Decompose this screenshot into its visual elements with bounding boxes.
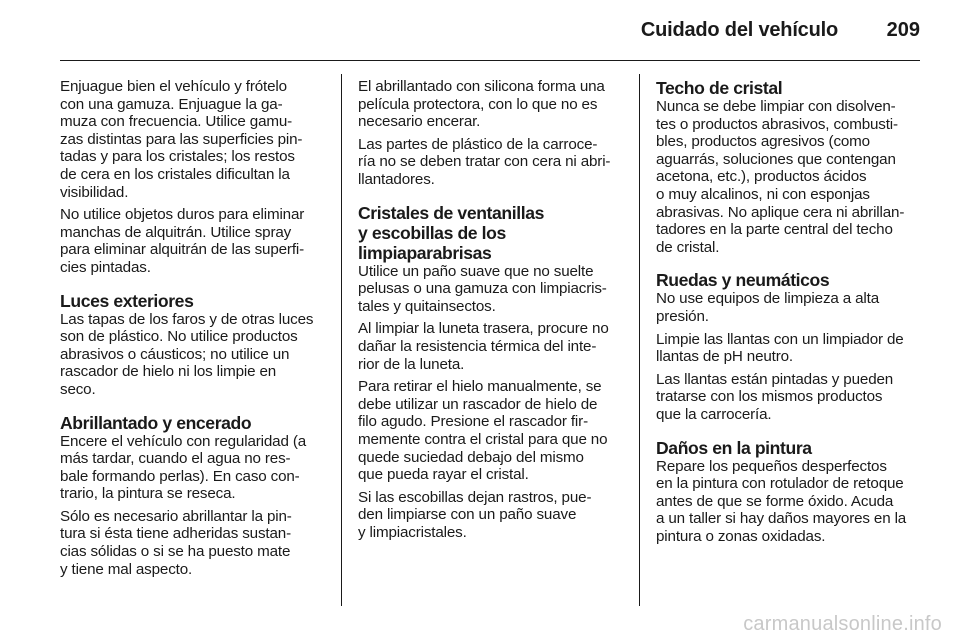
- paragraph: [656, 331, 922, 366]
- text-line: Las partes de plástico de la carroce-: [358, 135, 598, 153]
- text-line: Encere el vehículo con regularidad (a: [60, 432, 307, 450]
- text-line: Abrillantado y encerado: [60, 412, 252, 433]
- text-line: No use equipos de limpieza a alta: [656, 290, 880, 308]
- text-line: más tardar, cuando el agua no res-: [60, 450, 291, 468]
- paragraph: [656, 290, 922, 325]
- paragraph: [358, 136, 624, 189]
- text-line: Las llantas están pintadas y pueden: [656, 370, 894, 388]
- text-line: bale formando perlas). En caso con-: [60, 467, 300, 485]
- text-line: zas distintas para las superficies pin-: [60, 130, 303, 148]
- text-column-2: [358, 78, 624, 546]
- text-line: acetona, etc.), productos ácidos: [656, 168, 867, 186]
- text-line: ría no se deben tratar con cera ni abri-: [358, 153, 611, 171]
- text-line: Techo de cristal: [656, 78, 783, 98]
- paragraph: [60, 311, 326, 399]
- text-line: bles, productos agresivos (como: [656, 133, 870, 151]
- text-line: abrasivas. No aplique cera ni abrillan-: [656, 203, 905, 221]
- text-line: cias sólidas o si se ha puesto mate: [60, 543, 291, 561]
- text-line: Al limpiar la luneta trasera, procure no: [358, 320, 609, 338]
- section-heading-techo-de-cristal: [656, 78, 922, 98]
- text-line: filo agudo. Presione el rascador fir-: [358, 413, 588, 431]
- text-line: llantas de pH neutro.: [656, 348, 794, 366]
- text-line: rior de la luneta.: [358, 355, 465, 373]
- text-line: tes o productos abrasivos, combusti-: [656, 115, 898, 133]
- text-line: Repare los pequeños desperfectos: [656, 457, 887, 475]
- text-line: tura si ésta tiene adheridas sustan-: [60, 525, 291, 543]
- text-line: cies pintadas.: [60, 258, 151, 276]
- text-line: tales y quitainsectos.: [358, 297, 496, 315]
- paragraph: [60, 508, 326, 578]
- text-line: No utilice objetos duros para eliminar: [60, 206, 305, 224]
- paragraph: [656, 458, 922, 546]
- text-line: que pueda rayar el cristal.: [358, 466, 529, 484]
- section-heading-abrillantado: [60, 413, 326, 433]
- text-line: y tiene mal aspecto.: [60, 560, 193, 578]
- text-line: Si las escobillas dejan rastros, pue-: [358, 488, 592, 506]
- text-line: presión.: [656, 307, 709, 325]
- text-line: Para retirar el hielo manualmente, se: [358, 378, 602, 396]
- text-line: Las tapas de los faros y de otras luces: [60, 310, 314, 328]
- text-line: abrasivos o cáusticos; no utilice un: [60, 345, 290, 363]
- text-column-3: [656, 78, 922, 550]
- text-line: necesario encerar.: [358, 113, 481, 131]
- section-heading-luces-exteriores: [60, 291, 326, 311]
- paragraph: [656, 98, 922, 256]
- text-line: dañar la resistencia térmica del inte-: [358, 337, 597, 355]
- text-line: son de plástico. No utilice productos: [60, 328, 298, 346]
- paragraph: [358, 263, 624, 316]
- text-line: y escobillas de los: [358, 222, 506, 243]
- text-line: Sólo es necesario abrillantar la pin-: [60, 507, 292, 525]
- text-line: pintura o zonas oxidadas.: [656, 527, 826, 545]
- text-line: quede suciedad debajo del mismo: [358, 448, 584, 466]
- watermark-text: carmanualsonline.info: [743, 613, 942, 635]
- text-line: Nunca se debe limpiar con disolven-: [656, 98, 896, 115]
- text-line: y limpiacristales.: [358, 523, 467, 541]
- text-line: Cristales de ventanillas: [358, 202, 544, 223]
- text-line: muza con frecuencia. Utilice gamu-: [60, 113, 293, 131]
- text-line: Utilice un paño suave que no suelte: [358, 262, 594, 280]
- text-line: Luces exteriores: [60, 290, 194, 311]
- paragraph: [358, 378, 624, 484]
- text-line: llantadores.: [358, 170, 435, 188]
- text-line: de cera en los cristales dificultan la: [60, 165, 290, 183]
- text-line: con una gamuza. Enjuague la ga-: [60, 95, 283, 113]
- text-line: pelusas o una gamuza con limpiacris-: [358, 280, 607, 298]
- paragraph: [358, 489, 624, 542]
- column-divider-1: [341, 74, 342, 606]
- text-line: memente contra el cristal para que no: [358, 430, 608, 448]
- page-header: [0, 0, 960, 62]
- paragraph: [60, 433, 326, 503]
- paragraph: [656, 371, 922, 424]
- text-line: en la pintura con rotulador de retoque: [656, 475, 904, 493]
- text-line: tadas y para los cristales; los restos: [60, 148, 295, 166]
- text-line: seco.: [60, 380, 96, 398]
- text-line: que la carrocería.: [656, 405, 772, 423]
- text-line: de cristal.: [656, 238, 720, 256]
- text-line: antes de que se forme óxido. Acuda: [656, 492, 894, 510]
- text-line: Daños en la pintura: [656, 437, 812, 458]
- text-line: El abrillantado con silicona forma una: [358, 78, 605, 95]
- text-line: aguarrás, soluciones que contengan: [656, 150, 896, 168]
- text-line: trario, la pintura se reseca.: [60, 485, 236, 503]
- text-line: o muy alcalinos, ni con esponjas: [656, 185, 870, 203]
- paragraph: [358, 320, 624, 373]
- text-line: para eliminar alquitrán de las superfi-: [60, 241, 305, 259]
- text-line: visibilidad.: [60, 183, 129, 201]
- text-line: manchas de alquitrán. Utilice spray: [60, 223, 292, 241]
- text-line: Enjuague bien el vehículo y frótelo: [60, 78, 287, 95]
- text-line: debe utilizar un rascador de hielo de: [358, 395, 598, 413]
- text-line: den limpiarse con un paño suave: [358, 506, 577, 524]
- text-line: Ruedas y neumáticos: [656, 270, 830, 291]
- section-heading-ruedas: [656, 270, 922, 290]
- section-heading-danos-pintura: [656, 438, 922, 458]
- text-line: a un taller si hay daños mayores en la: [656, 510, 907, 528]
- paragraph: [358, 78, 624, 131]
- paragraph: [60, 206, 326, 276]
- column-divider-2: [639, 74, 640, 606]
- text-line: película protectora, con lo que no es: [358, 95, 598, 113]
- paragraph: [60, 78, 326, 201]
- text-line: Limpie las llantas con un limpiador de: [656, 330, 904, 348]
- text-column-1: [60, 78, 326, 583]
- text-line: rascador de hielo ni los limpie en: [60, 363, 277, 381]
- header-divider: [60, 60, 920, 61]
- section-heading-cristales: [358, 203, 624, 263]
- text-line: tadores en la parte central del techo: [656, 221, 893, 239]
- text-line: limpiaparabrisas: [358, 242, 492, 263]
- text-line: tratarse con los mismos productos: [656, 388, 883, 406]
- page-number: 209: [886, 19, 920, 41]
- page-title: Cuidado del vehículo: [640, 19, 838, 41]
